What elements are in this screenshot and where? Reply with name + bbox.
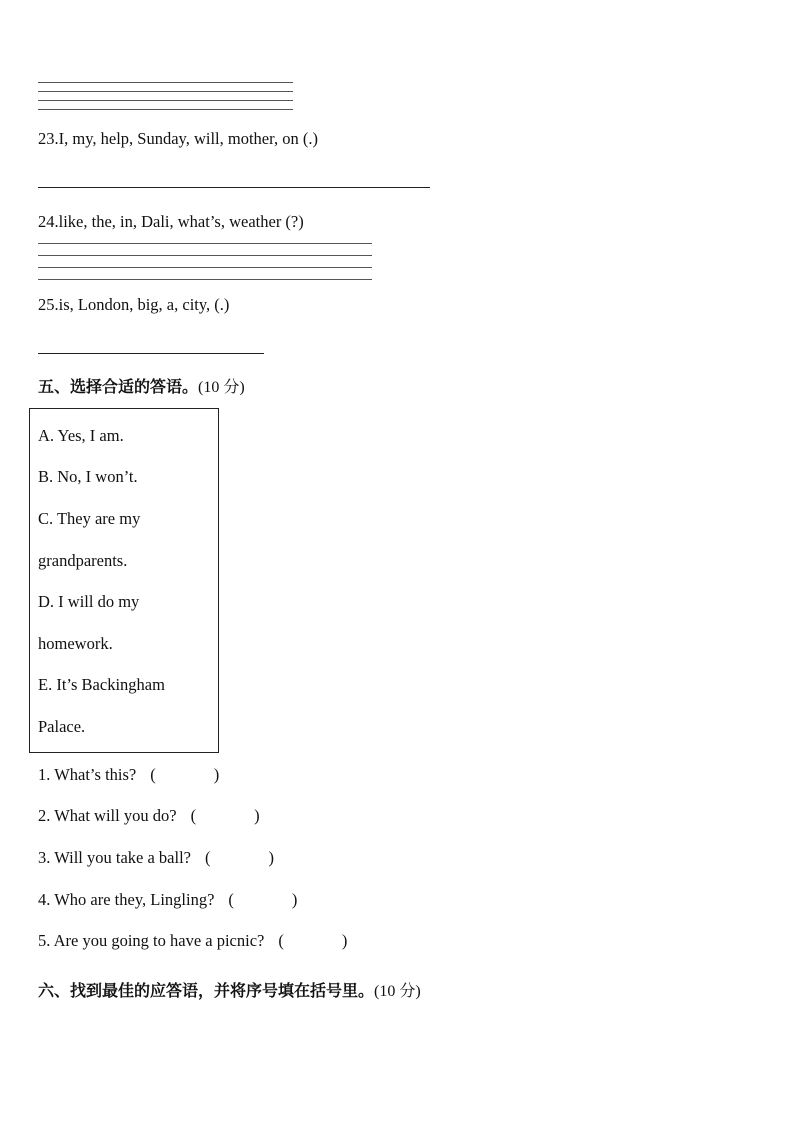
section-6-title: 六、找到最佳的应答语，并将序号填在括号里。 — [38, 981, 375, 1000]
option-d-line1: D. I will do my — [38, 592, 140, 611]
question-text: 5. Are you going to have a picnic? — [38, 931, 265, 950]
match-question-3 — [38, 848, 274, 868]
writing-line — [38, 82, 293, 83]
question-text: 2. What will you do? — [38, 806, 177, 825]
writing-line — [38, 267, 372, 268]
answer-line-25[interactable] — [38, 353, 264, 354]
writing-line — [38, 243, 372, 244]
option-a: A. Yes, I am. — [38, 426, 124, 445]
option-c-line1: C. They are my — [38, 509, 141, 528]
section-6-heading — [38, 981, 421, 1002]
answer-bracket[interactable]: ( ) — [228, 890, 298, 909]
question-text: 3. Will you take a ball? — [38, 848, 191, 867]
writing-line — [38, 91, 293, 92]
question-text: 1. What’s this? — [38, 765, 137, 784]
match-question-1 — [38, 765, 219, 785]
answer-bracket[interactable]: ( ) — [190, 806, 260, 825]
match-question-4 — [38, 890, 297, 910]
section-5-score: (10 分) — [198, 379, 245, 396]
option-e-line2: Palace. — [38, 717, 86, 736]
question-number: 23. — [38, 129, 59, 148]
writing-line — [38, 255, 372, 256]
writing-line — [38, 100, 293, 101]
writing-line — [38, 279, 372, 280]
answer-bracket[interactable]: ( ) — [278, 931, 348, 950]
question-words: I, my, help, Sunday, will, mother, on (.) — [58, 129, 318, 148]
question-number: 24. — [38, 212, 59, 231]
option-b: B. No, I won’t. — [38, 467, 138, 486]
question-number: 25. — [38, 295, 59, 314]
section-5-heading — [38, 377, 245, 398]
answer-bracket[interactable]: ( ) — [205, 848, 274, 867]
answer-bracket[interactable]: ( ) — [150, 765, 220, 784]
match-question-2 — [38, 806, 260, 826]
match-question-5 — [38, 931, 347, 951]
writing-line — [38, 109, 293, 110]
options-box — [29, 408, 219, 753]
question-25 — [38, 295, 229, 315]
option-e-line1: E. It’s Backingham — [38, 675, 165, 694]
question-23 — [38, 129, 318, 149]
question-24 — [38, 212, 304, 232]
question-text: 4. Who are they, Lingling? — [38, 890, 215, 909]
section-5-title: 五、选择合适的答语。 — [38, 377, 199, 396]
option-c-line2: grandparents. — [38, 551, 128, 570]
question-words: like, the, in, Dali, what’s, weather (?) — [58, 212, 304, 231]
answer-line-23[interactable] — [38, 187, 430, 188]
option-d-line2: homework. — [38, 634, 113, 653]
section-6-score: (10 分) — [374, 983, 421, 1000]
question-words: is, London, big, a, city, (.) — [58, 295, 230, 314]
